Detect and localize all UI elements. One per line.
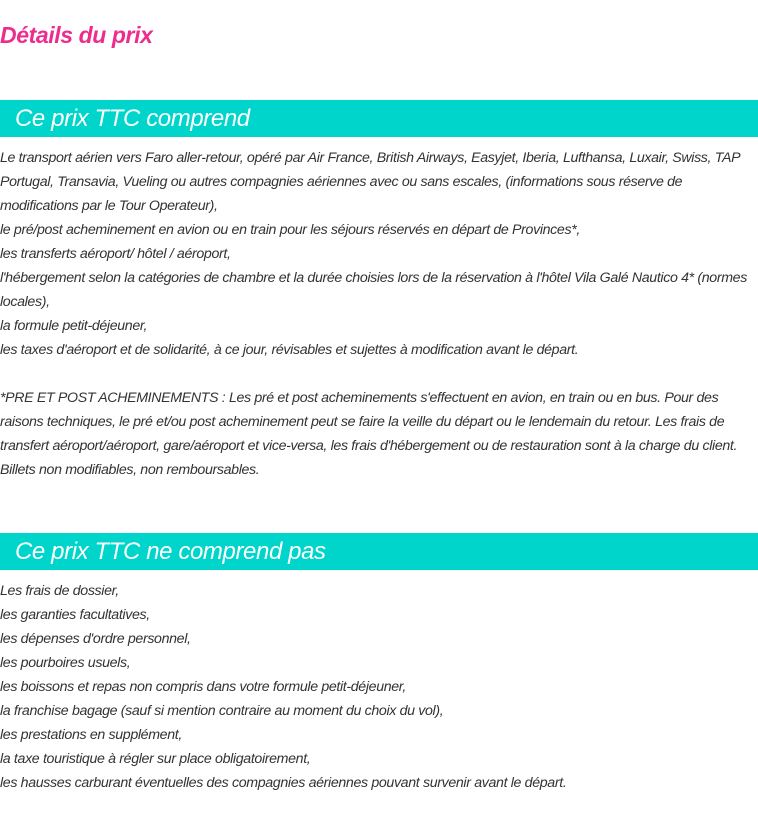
- includes-item: les transferts aéroport/ hôtel / aéroport,: [0, 246, 231, 262]
- excludes-item: les garanties facultatives,: [0, 607, 150, 623]
- excludes-item: les dépenses d'ordre personnel,: [0, 631, 191, 647]
- excludes-item: les boissons et repas non compris dans votre formule petit-déjeuner,: [0, 679, 406, 695]
- includes-item: Le transport aérien vers Faro aller-retour, opéré par Air France, British Airways, Easyjet, Iberia, Lufthansa, Luxair, Swiss, TAP Portugal, Transavia, Vueling ou autres compagnies aériennes avec ou sans escales, (informations sous réserve de modifications par le Tour Operateur),: [0, 150, 740, 214]
- excludes-item: les prestations en supplément,: [0, 727, 182, 743]
- includes-section-header: [0, 100, 758, 137]
- excludes-item: la franchise bagage (sauf si mention contraire au moment du choix du vol),: [0, 703, 444, 719]
- acheminement-note: [0, 386, 758, 482]
- includes-item: la formule petit-déjeuner,: [0, 318, 148, 334]
- includes-list: [0, 146, 758, 362]
- includes-item: les taxes d'aéroport et de solidarité, à ce jour, révisables et sujettes à modification avant le départ.: [0, 342, 579, 358]
- excludes-item: la taxe touristique à régler sur place obligatoirement,: [0, 751, 311, 767]
- page-title: Détails du prix: [0, 22, 153, 48]
- excludes-heading: Ce prix TTC ne comprend pas: [15, 538, 326, 565]
- includes-item: le pré/post acheminement en avion ou en train pour les séjours réservés en départ de Provinces*,: [0, 222, 580, 238]
- includes-heading: Ce prix TTC comprend: [15, 105, 250, 132]
- excludes-item: les hausses carburant éventuelles des compagnies aériennes pouvant survenir avant le départ.: [0, 775, 567, 791]
- acheminement-note-text: *PRE ET POST ACHEMINEMENTS : Les pré et post acheminements s'effectuent en avion, en train ou en bus. Pour des raisons techniques, le pré et/ou post acheminement peut se faire la veille du départ ou le lendemain du retour. Les frais de transfert aéroport/aéroport, gare/aéroport et vice-versa, les frais d'hébergement ou de restauration sont à la charge du client. Billets non modifiables, non remboursables.: [0, 390, 738, 478]
- excludes-list: [0, 579, 758, 795]
- includes-item: l'hébergement selon la catégories de chambre et la durée choisies lors de la réservation à l'hôtel Vila Galé Nautico 4* (normes locales),: [0, 270, 747, 310]
- excludes-section-header: [0, 533, 758, 570]
- excludes-item: Les frais de dossier,: [0, 583, 119, 599]
- excludes-item: les pourboires usuels,: [0, 655, 131, 671]
